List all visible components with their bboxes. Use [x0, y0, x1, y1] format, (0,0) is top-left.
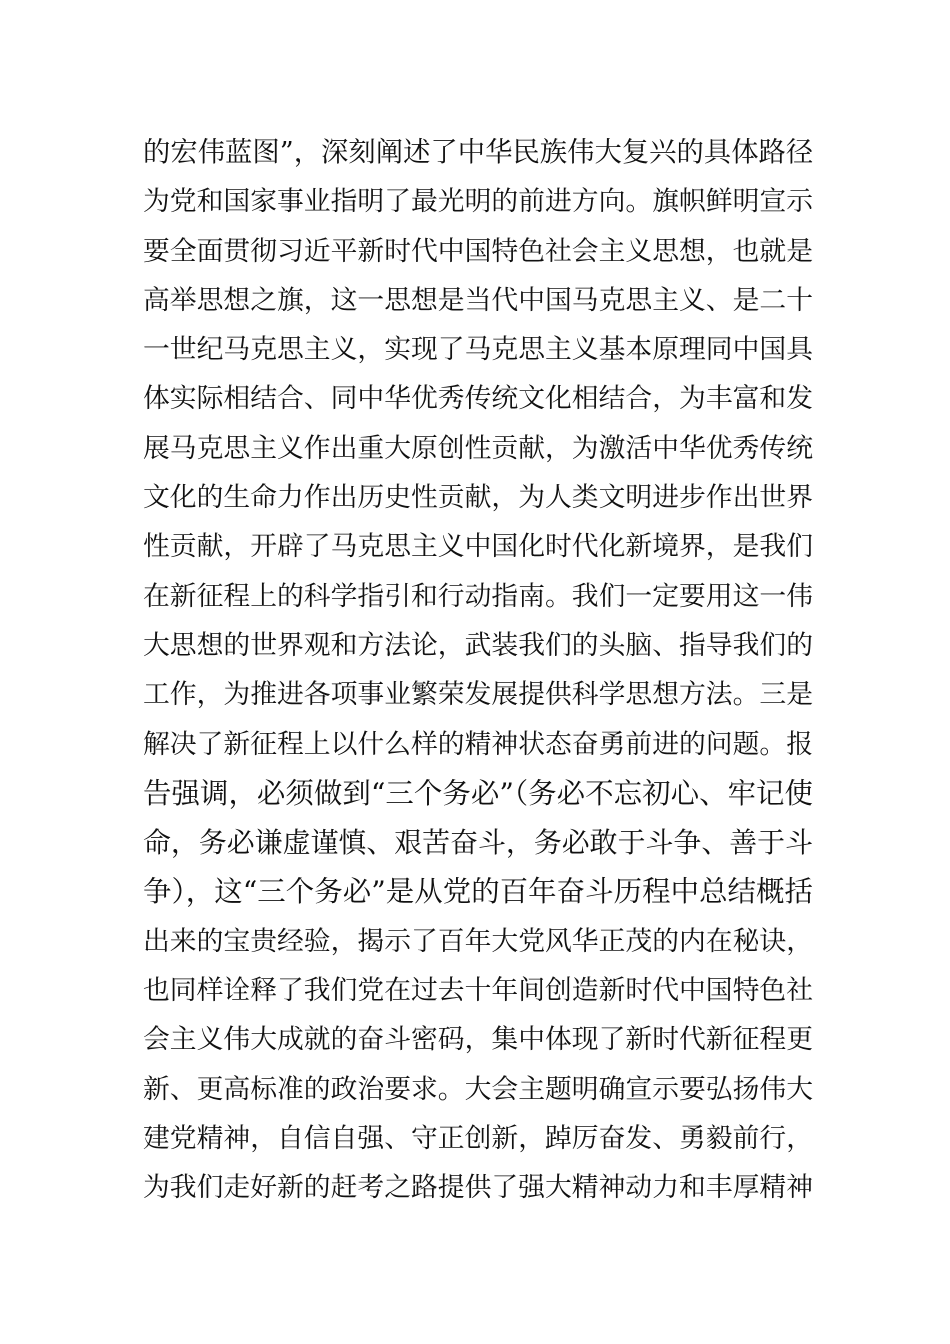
text-line-18: 也同样诠释了我们党在过去十年间创造新时代中国特色社: [143, 975, 813, 1007]
text-line-22: 为我们走好新的赶考之路提供了强大精神动力和丰厚精神: [143, 1172, 813, 1204]
text-line-7: 展马克思主义作出重大原创性贡献，为激活中华优秀传统: [143, 432, 813, 464]
text-line-10: 在新征程上的科学指引和行动指南。我们一定要用这一伟: [143, 580, 813, 612]
text-line-17: 出来的宝贵经验，揭示了百年大党风华正茂的内在秘诀，: [143, 925, 813, 957]
text-line-1: 的宏伟蓝图”，深刻阐述了中华民族伟大复兴的具体路径: [143, 137, 814, 168]
text-line-2: 为党和国家事业指明了最光明的前进方向。旗帜鲜明宣示: [143, 186, 813, 218]
text-line-8: 文化的生命力作出历史性贡献，为人类文明进步作出世界: [143, 482, 813, 514]
text-line-4: 高举思想之旗，这一思想是当代中国马克思主义、是二十: [143, 284, 813, 316]
text-line-13: 解决了新征程上以什么样的精神状态奋勇前进的问题。报: [143, 728, 813, 760]
text-line-12: 工作，为推进各项事业繁荣发展提供科学思想方法。三是: [143, 679, 813, 711]
text-line-21: 建党精神，自信自强、守正创新，踔厉奋发、勇毅前行，: [143, 1122, 813, 1154]
text-line-16: 争），这“三个务必”是从党的百年奋斗历程中总结概括: [143, 875, 813, 909]
text-line-6: 体实际相结合、同中华优秀传统文化相结合，为丰富和发: [143, 383, 813, 415]
text-line-15: 命，务必谦虚谨慎、艰苦奋斗，务必敢于斗争、善于斗: [143, 826, 813, 860]
text-line-19: 会主义伟大成就的奋斗密码，集中体现了新时代新征程更: [143, 1024, 813, 1056]
body-text: [143, 128, 813, 1213]
text-line-9: 性贡献，开辟了马克思主义中国化时代化新境界，是我们: [143, 531, 813, 563]
text-line-14: 告强调，必须做到“三个务必”（务必不忘初心、牢记使: [143, 776, 813, 810]
text-line-11: 大思想的世界观和方法论，武装我们的头脑、指导我们的: [143, 629, 813, 661]
text-line-5: 一世纪马克思主义，实现了马克思主义基本原理同中国具: [143, 334, 813, 366]
text-line-20: 新、更高标准的政治要求。大会主题明确宣示要弘扬伟大: [143, 1073, 813, 1105]
text-line-3: 要全面贯彻习近平新时代中国特色社会主义思想，也就是: [143, 235, 813, 267]
